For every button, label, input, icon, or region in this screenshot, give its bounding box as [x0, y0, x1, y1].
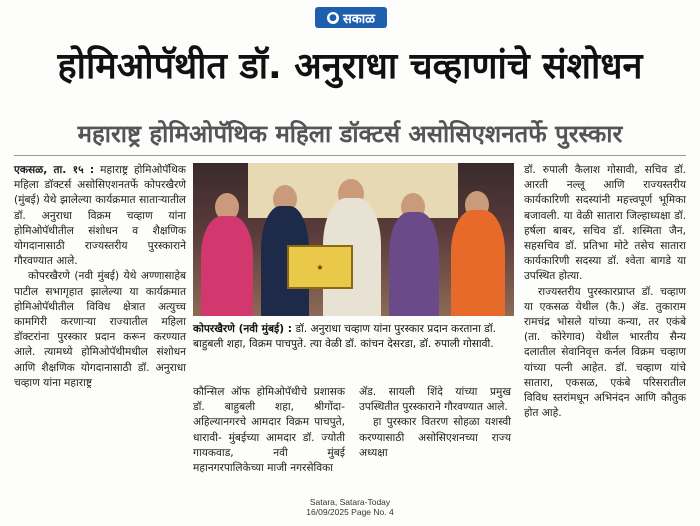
col4-para-2: राज्यस्तरीय पुरस्कारप्राप्त डॉ. चव्हाण या एकसळ येथील (कै.) ॲड. तुकाराम रामचंद्र भोसले यांच्या कन्या, तर एकंबे (ता. कोरेगाव) येथील भारतीय सैन्य दलातील सेवानिवृत्त कर्नल विक्रम चव्हाण यांच्या पत्नी आहेत. डॉ. चव्हाण यांचे सातारा, एकसळ, एकंबे परिसरातील विविध स्तरांमधून अभिनंदन आणि कौतुक होत आहे.: [524, 285, 686, 420]
column-1: [14, 163, 186, 391]
masthead-logo: [315, 7, 387, 28]
person-5: [451, 210, 505, 316]
col1-para-1: महाराष्ट्र होमिओपॅथिक महिला डॉक्टर्स असोसिएशनतर्फे कोपरखैरणे (मुंबई) येथे झालेल्या कार्यक्रमात साताऱ्यातील डॉ. अनुराधा विक्रम चव्हाण यांना होमिओपॅथीतील संशोधन व शैक्षणिक योगदानासाठी राज्यस्तरीय पुरस्काराने गौरवण्यात आले.: [14, 164, 186, 268]
divider: [14, 155, 686, 156]
col4-para-1: डॉ. रुपाली कैलाश गोसावी, सचिव डॉ. आरती नल्लू आणि राज्यस्तरीय कार्यकारिणी सदस्यांनी महत्त्वपूर्ण भूमिका बजावली. या वेळी सातारा जिल्हाध्यक्षा डॉ. हर्षला बाबर, सचिव डॉ. शस्मिता जैन, सहसचिव डॉ. प्रतिभा मोटे तसेच सातारा कार्यकारिणी सदस्या डॉ. श्वेता बागडे या उपस्थित होत्या.: [524, 164, 686, 283]
headline: होमिओपॅथीत डॉ. अनुराधा चव्हाणांचे संशोधन: [57, 46, 643, 87]
award-plaque: ★: [287, 245, 353, 289]
col2-para: कौन्सिल ऑफ होमिओपॅथीचे प्रशासक डॉ. बाहुबली शहा, श्रीगोंदा-अहिल्यानगरचे आमदार विक्रम पाचपुते, धारावी- मुंबईच्या आमदार डॉ. ज्योती गायकवाड, नवी मुंबई महानगरपालिकेच्या माजी नगरसेविका: [193, 386, 345, 475]
column-3: [359, 385, 511, 461]
col1-para-2: कोपरखैरणे (नवी मुंबई) येथे अण्णासाहेब पाटील सभागृहात झालेल्या या कार्यक्रमात होमिओपॅथीतील विविध क्षेत्रात अत्युच्च कामगिरी करणाऱ्या राज्यातील महिला डॉक्टरांना पुरस्कार प्रदान करून करण्यात आले. त्यामध्ये होमिओपॅथीमधील संशोधन आणि शैक्षणिक योगदानासाठी डॉ. अनुराधा चव्हाण यांना महाराष्ट्र: [14, 270, 186, 389]
logo-mark-icon: ●: [327, 12, 339, 24]
person-1: [201, 216, 253, 316]
logo-text: सकाळ: [342, 11, 376, 27]
dateline: एकसळ, ता. १५ :: [14, 164, 95, 176]
news-photo: [193, 163, 514, 316]
subheadline: महाराष्ट्र होमिओपॅथिक महिला डॉक्टर्स असोसिएशनतर्फे पुरस्कार: [77, 120, 623, 148]
col3-para-2: हा पुरस्कार वितरण सोहळा यशस्वी करण्यासाठी असोसिएशनच्या राज्य अध्यक्षा: [359, 416, 511, 459]
caption-lead: कोपरखैरणे (नवी मुंबई) :: [193, 323, 292, 335]
person-4: [389, 212, 439, 316]
col3-para-1: ॲड. सायली शिंदे यांच्या प्रमुख उपस्थितीत पुरस्काराने गौरवण्यात आले.: [359, 386, 511, 414]
page-footer: [0, 497, 700, 517]
column-2: [193, 385, 345, 476]
photo-caption: [193, 322, 517, 352]
footer-source: Satara, Satara-Today: [309, 497, 391, 507]
caption-text: डॉ. अनुराधा चव्हाण यांना पुरस्कार प्रदान करताना डॉ. बाहुबली शहा, विक्रम पाचपुते. त्या वेळी डॉ. कांचन देसरडा, डॉ. रुपाली गोसावी.: [193, 323, 496, 350]
footer-date-page: 16/09/2025 Page No. 4: [306, 507, 394, 517]
column-4: [524, 163, 686, 421]
